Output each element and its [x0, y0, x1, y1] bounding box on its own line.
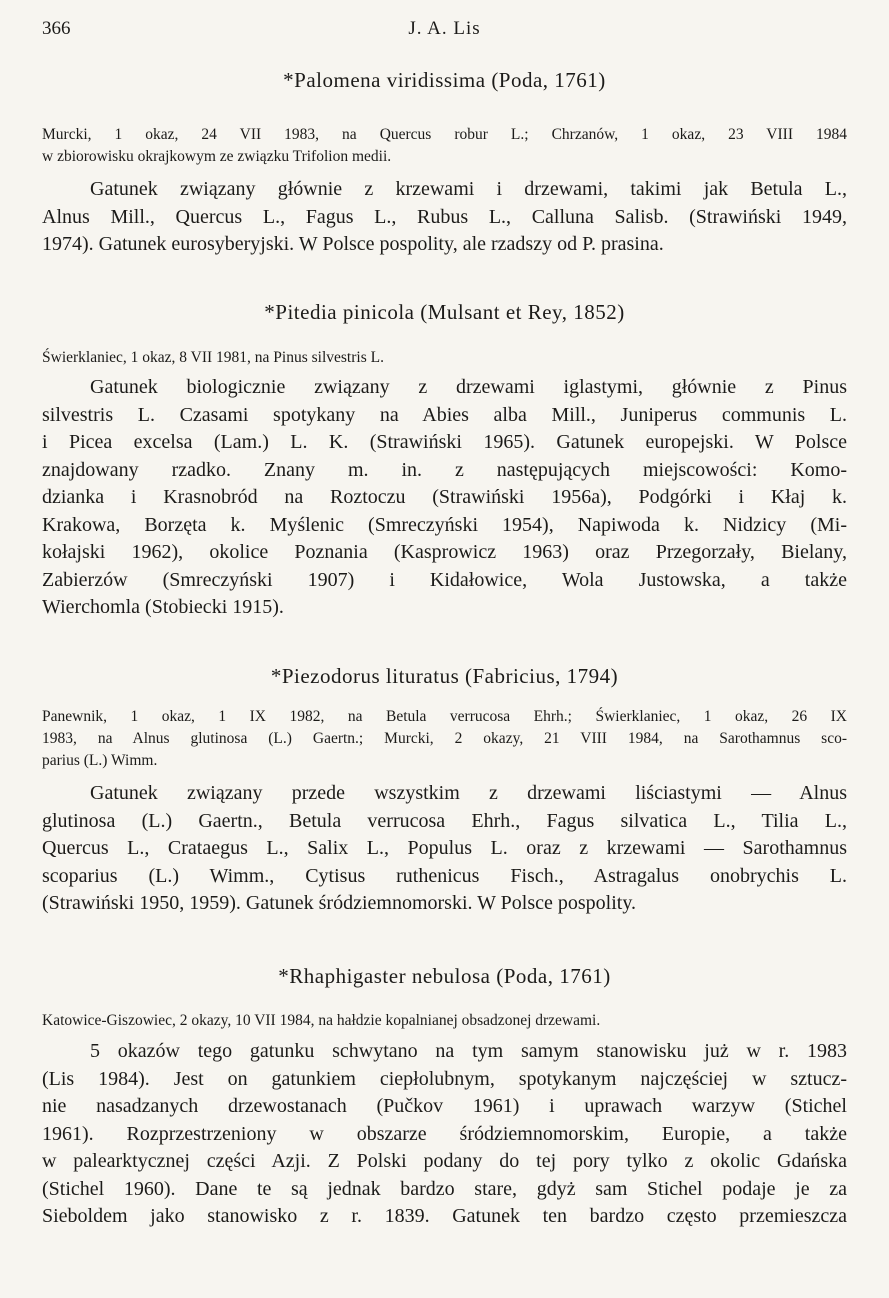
record-line: Katowice-Giszowiec, 2 okazy, 10 VII 1984, na hałdzie kopalnianej obsadzonej drzewami.	[42, 1012, 601, 1029]
text-line: (Lis 1984). Jest on gatunkiem ciepłolubnym, spotykanym najczęściej w sztucz-	[42, 1067, 847, 1090]
text-line: i Picea excelsa (Lam.) L. K. (Strawiński 1965). Gatunek europejski. W Polsce	[42, 431, 847, 453]
text-line: 1961). Rozprzestrzeniony w obszarze śródziemnomorskim, Europie, a także	[42, 1122, 847, 1145]
record-line: 1983, na Alnus glutinosa (L.) Gaertn.; Murcki, 2 okazy, 21 VIII 1984, na Sarothamnus sco-	[42, 730, 847, 747]
text-line: Krakowa, Borzęta k. Myślenic (Smreczyński 1954), Napiwoda k. Nidzicy (Mi-	[42, 513, 847, 536]
description-paragraph	[42, 176, 847, 259]
species-heading: *Rhaphigaster nebulosa (Poda, 1761)	[278, 964, 611, 988]
species-heading: *Pitedia pinicola (Mulsant et Rey, 1852)	[264, 300, 625, 324]
record-line: Murcki, 1 okaz, 24 VII 1983, na Quercus robur L.; Chrzanów, 1 okaz, 23 VIII 1984	[42, 126, 847, 143]
record-block	[42, 1010, 847, 1032]
text-line: 1974). Gatunek eurosyberyjski. W Polsce pospolity, ale rzadszy od P. prasina.	[42, 233, 664, 255]
text-line: Sieboldem jako stanowisko z r. 1839. Gatunek ten bardzo często przemieszcza	[42, 1205, 847, 1227]
text-line: znajdowany rzadko. Znany m. in. z następujących miejscowości: Komo-	[42, 458, 847, 481]
record-line: Panewnik, 1 okaz, 1 IX 1982, na Betula verrucosa Ehrh.; Świerklaniec, 1 okaz, 26 IX	[42, 708, 847, 725]
page-number: 366	[42, 18, 71, 39]
text-line: Gatunek związany przede wszystkim z drzewami liściastymi — Alnus	[90, 782, 847, 804]
text-line: Alnus Mill., Quercus L., Fagus L., Rubus L., Calluna Salisb. (Strawiński 1949,	[42, 205, 847, 228]
text-line: Wierchomla (Stobiecki 1915).	[42, 596, 284, 618]
text-line: Gatunek związany głównie z krzewami i drzewami, takimi jak Betula L.,	[90, 178, 847, 200]
record-block	[42, 347, 847, 369]
text-line: (Strawiński 1950, 1959). Gatunek śródziemnomorski. W Polsce pospolity.	[42, 892, 637, 914]
page-header	[42, 18, 847, 44]
text-line: (Stichel 1960). Dane te są jednak bardzo stare, gdyż sam Stichel podaje je za	[42, 1177, 847, 1200]
record-line: parius (L.) Wimm.	[42, 752, 158, 769]
species-heading: *Piezodorus lituratus (Fabricius, 1794)	[270, 664, 619, 688]
record-block	[42, 706, 847, 772]
text-line: Gatunek biologicznie związany z drzewami iglastymi, głównie z Pinus	[90, 376, 847, 398]
text-line: 5 okazów tego gatunku schwytano na tym samym stanowisku już w r. 1983	[90, 1040, 847, 1062]
text-line: glutinosa (L.) Gaertn., Betula verrucosa Ehrh., Fagus silvatica L., Tilia L.,	[42, 809, 847, 832]
text-line: nie nasadzanych drzewostanach (Pučkov 1961) i uprawach warzyw (Stichel	[42, 1095, 847, 1117]
text-line: silvestris L. Czasami spotykany na Abies alba Mill., Juniperus communis L.	[42, 403, 847, 426]
description-paragraph	[42, 1038, 847, 1231]
description-paragraph	[42, 780, 847, 918]
record-block	[42, 124, 847, 168]
record-line: w zbiorowisku okrajkowym ze związku Trifolion medii.	[42, 148, 392, 165]
text-line: scoparius (L.) Wimm., Cytisus ruthenicus Fisch., Astragalus onobrychis L.	[42, 864, 847, 887]
text-line: kołajski 1962), okolice Poznania (Kasprowicz 1963) oraz Przegorzały, Bielany,	[42, 541, 847, 563]
description-paragraph	[42, 374, 847, 622]
record-line: Świerklaniec, 1 okaz, 8 VII 1981, na Pinus silvestris L.	[42, 349, 384, 366]
text-line: w palearktycznej części Azji. Z Polski podany do tej pory tylko z okolic Gdańska	[42, 1150, 847, 1172]
species-heading: *Palomena viridissima (Poda, 1761)	[283, 68, 606, 92]
text-line: Zabierzów (Smreczyński 1907) i Kidałowice, Wola Justowska, a także	[42, 568, 847, 591]
text-line: Quercus L., Crataegus L., Salix L., Populus L. oraz z krzewami — Sarothamnus	[42, 837, 847, 859]
running-title: J. A. Lis	[408, 18, 481, 39]
text-line: dzianka i Krasnobród na Roztoczu (Strawiński 1956a), Podgórki i Kłaj k.	[42, 486, 847, 508]
